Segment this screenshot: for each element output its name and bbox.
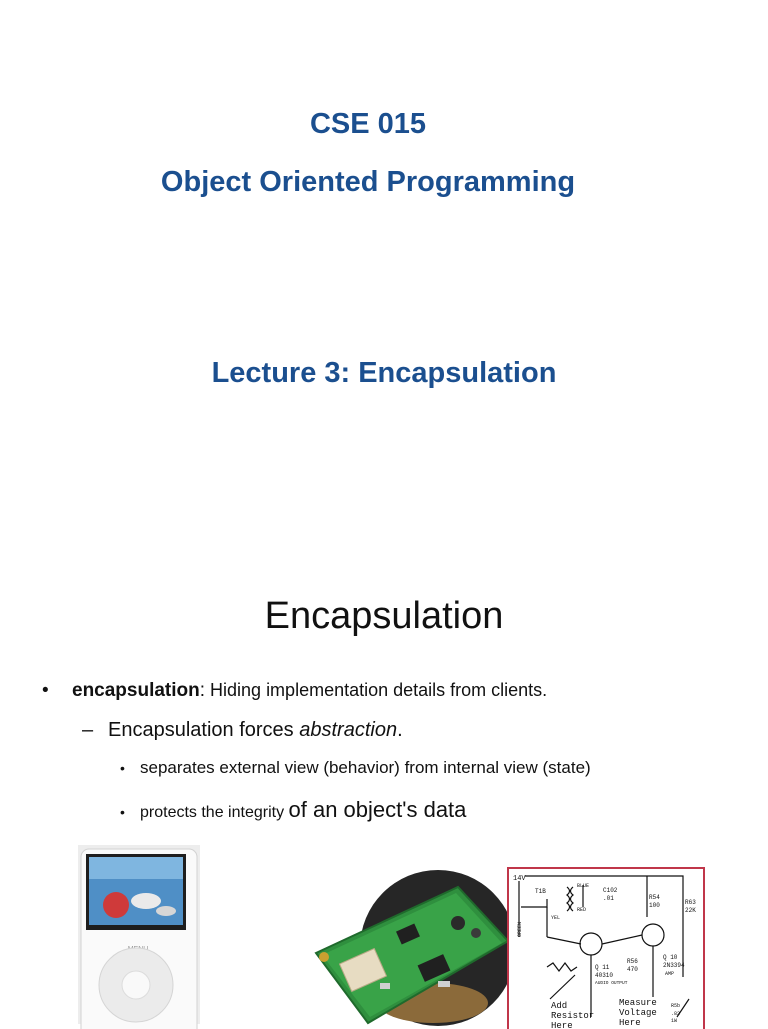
bullet-term: encapsulation <box>72 680 200 701</box>
sub-sub-bullet-separates <box>120 758 591 778</box>
schematic-label-r-bottom-value2: 1W <box>671 1018 678 1024</box>
sub-sub-bullet-protects <box>120 797 466 823</box>
circuit-board-image <box>308 863 513 1024</box>
ipod-image <box>78 845 200 1024</box>
bullet-definition: Hiding implementation details from clients. <box>205 680 548 700</box>
schematic-label-r-bottom: R5b <box>671 1003 681 1009</box>
lecture-title: Lecture 3: Encapsulation <box>211 357 557 389</box>
schematic-label-amp: AMP <box>665 971 675 977</box>
schematic-label-r63: R63 <box>685 899 696 906</box>
schematic-image <box>507 867 705 1029</box>
schematic-label-voltage: 14V <box>513 875 526 883</box>
schematic-label-r63-value: 22K <box>685 907 696 914</box>
bullet-dot: • <box>42 680 49 701</box>
course-code: CSE 015 <box>309 108 427 140</box>
course-title: Object Oriented Programming <box>160 166 576 198</box>
schematic-label-q11: Q 11 <box>595 964 610 971</box>
schematic-label-audio: AUDIO OUTPUT <box>595 981 628 986</box>
schematic-label-t1: T1B <box>535 888 546 895</box>
bullet-text: separates external view (behavior) from internal view (state) <box>140 758 591 777</box>
encapsulation-slide <box>0 545 768 1029</box>
sub-bullet-emphasis: abstraction <box>299 719 398 741</box>
sub-bullet-text-a: Encapsulation forces <box>108 719 300 741</box>
dash-marker: – <box>82 719 94 741</box>
bullet-dot: • <box>120 760 125 776</box>
schematic-label-r-bottom-value1: .82 <box>671 1011 681 1017</box>
schematic-label-c102: C102 <box>603 887 618 894</box>
schematic-label-r54-value: 100 <box>649 902 660 909</box>
schematic-label-c-value: .01 <box>603 895 614 902</box>
schematic-label-yel: YEL <box>551 915 561 921</box>
slide-title: Encapsulation <box>264 595 504 637</box>
sub-bullet-abstraction <box>82 719 403 742</box>
schematic-label-q10: Q 10 <box>663 954 678 961</box>
schematic-label-add-resistor: Add Resistor Here <box>551 1001 595 1029</box>
bullet-colon: : <box>199 680 206 701</box>
schematic-label-r56-value: 470 <box>627 966 638 973</box>
schematic-label-blue: BLUE <box>577 883 590 889</box>
bullet-text-small: protects the integrity <box>140 804 289 821</box>
schematic-label-green: GREEN <box>517 921 523 937</box>
schematic-label-red: RED <box>577 907 587 913</box>
bullet-dot: • <box>120 804 125 820</box>
schematic-label-q11-part: 40310 <box>595 972 614 979</box>
schematic-label-measure-voltage: Measure Voltage Here <box>619 998 657 1028</box>
schematic-label-q10-part: 2N3394 <box>663 962 685 969</box>
bullet-encapsulation <box>42 680 547 702</box>
schematic-label-r54: R54 <box>649 894 660 901</box>
bullet-text-large: of an object's data <box>288 797 467 822</box>
schematic-label-r56: R56 <box>627 958 638 965</box>
sub-bullet-text-b: . <box>397 719 403 741</box>
